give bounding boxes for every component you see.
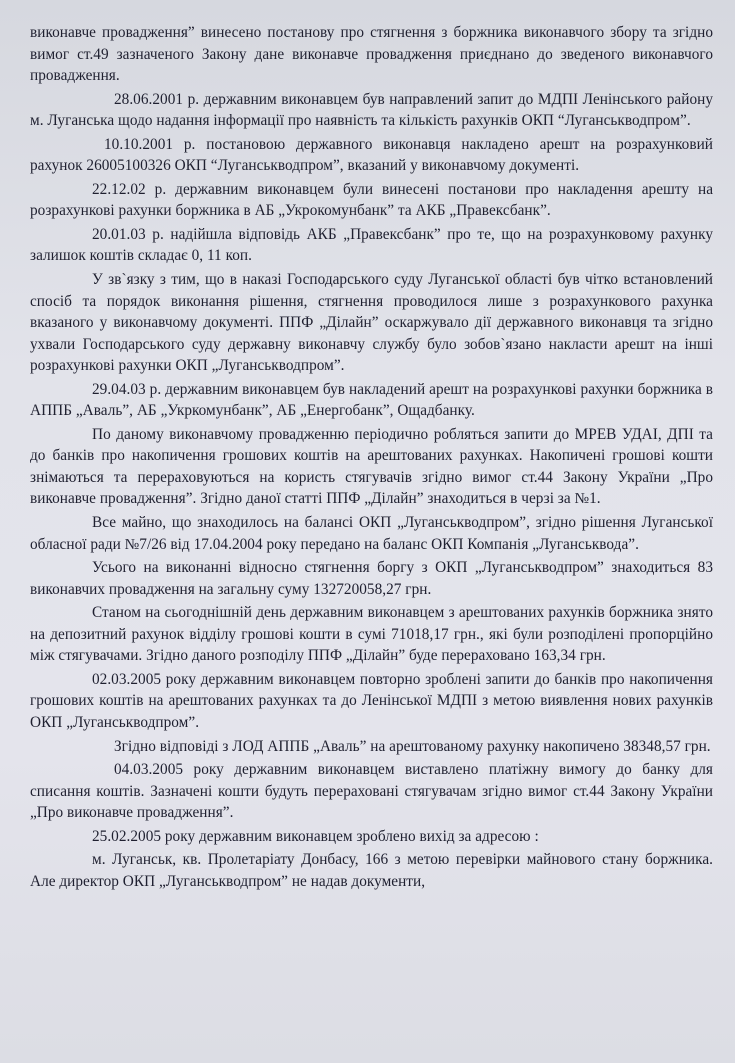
paragraph-payment-demand: 04.03.2005 року державним виконавцем виставлено платіжну вимогу до банку для списання коштів. Зазначені кошти будуть перераховані стягувачам згідно вимог ст.44 Закону України „Про виконавче провадження”. bbox=[30, 761, 713, 822]
paragraph-property-transfer: Все майно, що знаходилось на балансі ОКП „Луганськводпром”, згідно рішення Луганської обласної ради №7/26 від 17.04.2004 року передано на баланс ОКП Компанія „Луганськвода”. bbox=[30, 514, 713, 553]
paragraph-site-address: м. Луганськ, кв. Пролетаріату Донбасу, 166 з метою перевірки майнового стану боржника. Але директор ОКП „Луганськводпром” не надав документи, bbox=[30, 851, 713, 890]
paragraph-site-visit: 25.02.2005 року державним виконавцем зроблено вихід за адресою : bbox=[92, 827, 539, 845]
paragraph-arrest-account: 10.10.2001 р. постановою державного виконавця накладено арешт на розрахунковий рахунок 26005100326 ОКП “Луганськводпром”, вказаний у виконавчому документі. bbox=[30, 135, 713, 175]
paragraph-continuation: виконавче провадження” винесено постанову про стягнення з боржника виконавчого збору та згідно вимог ст.49 зазначеного Закону дане виконавче провадження приєднано до зведеного виконавчого провадження. bbox=[30, 24, 713, 85]
paragraph-arrest-aval: 29.04.03 р. державним виконавцем був накладений арешт на розрахункові рахунки боржника в АППБ „Аваль”, АБ „Укркомунбанк”, АБ „Енергобанк”, Ощадбанку. bbox=[30, 380, 713, 420]
paragraph-arrest-banks: 22.12.02 р. державним виконавцем були винесені постанови про накладення арешту на розрахункові рахунки боржника в АБ „Укрокомунбанк” та АКБ „Правексбанк”. bbox=[30, 180, 713, 220]
paragraph-repeat-requests: 02.03.2005 року державним виконавцем повторно зроблені запити до банків про накопичення грошових коштів на арештованих рахунках та до Ленінської МДПІ з метою виявлення нових рахунків ОКП „Луганськводпром”. bbox=[30, 670, 713, 731]
paragraph-pravexbank-reply: 20.01.03 р. надійшла відповідь АКБ „Правексбанк” про те, що на розрахунковому рахунку залишок коштів складає 0, 11 коп. bbox=[30, 225, 713, 265]
paragraph-aval-reply: Згідно відповіді з ЛОД АППБ „Аваль” на арештованому рахунку накопичено 38348,57 грн. bbox=[114, 737, 711, 755]
paragraph-request-mdpi: 28.06.2001 р. державним виконавцем був направлений запит до МДПІ Ленінського району м. Луганська щодо надання інформації про наявність та кількість рахунків ОКП “Луганськводпром”. bbox=[30, 90, 713, 130]
paragraph-court-order: У зв`язку з тим, що в наказі Господарського суду Луганської області був чітко встановлений спосіб та порядок виконання рішення, стягнення проводилося лише з розрахункового рахунка вказаного у виконавчому документі. ППФ „Ділайн” оскаржувало дії державного виконавця та згідно ухвали Господарського суду державну виконавчу службу було зобов`язано накласти арешт на інші розрахункові рахунки ОКП „Луганськводпром”. bbox=[30, 271, 713, 375]
paragraph-total-proceedings: Усього на виконанні відносно стягнення боргу з ОКП „Луганськводпром” знаходиться 83 виконавчих провадження на загальну суму 132720058,27 грн. bbox=[30, 559, 713, 598]
paragraph-periodic-requests: По даному виконавчому провадженню періодично робляться запити до МРЕВ УДАІ, ДПІ та до банків про накопичення грошових коштів на арештованих рахунках. Накопичені грошові кошти знімаються та перераховуються на користь стягувачів згідно вимог ст.44 Закону України „Про виконавче провадження”. Згідно даної статті ППФ „Ділайн” знаходиться в черзі за №1. bbox=[30, 425, 713, 508]
paragraph-deposit-distribution: Станом на сьогоднішній день державним виконавцем з арештованих рахунків боржника знято на депозитний рахунок відділу грошові кошти в сумі 71018,17 грн., які були розподілені пропорційно між стягувачами. Згідно даного розподілу ППФ „Ділайн” буде перераховано 163,34 грн. bbox=[30, 604, 713, 665]
